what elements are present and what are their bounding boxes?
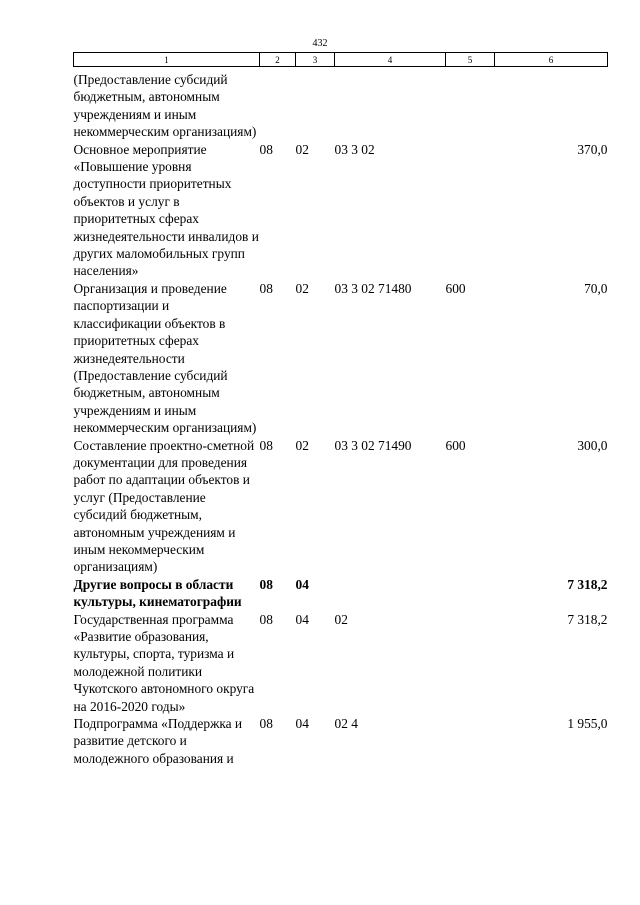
row-name: Другие вопросы в области культуры, кинематографии [73,576,242,610]
row-expense-type [446,715,495,767]
row-section [260,67,296,141]
budget-table [73,52,608,767]
row-amount: 7 318,2 [567,611,608,627]
row-expense-type: 600 [445,437,466,453]
page-number: 432 [312,38,328,49]
row-target-code [335,576,446,611]
table-row [74,67,608,141]
row-expense-type [446,67,495,141]
table-row [74,141,608,280]
row-name: Организация и проведение паспортизации и классификации объектов в приоритетных сферах жизнедеятельности (Предоставление субсидий бюджетным, автономным учреждениям и иным некоммерческим организациям) [73,280,257,436]
column-header-6: 6 [495,53,608,67]
row-expense-type [446,141,495,280]
row-amount: 370,0 [577,141,608,157]
row-subsection: 04 [295,576,309,592]
row-expense-type: 600 [445,280,466,296]
table-row [74,715,608,767]
row-name: Составление проектно-сметной документации для проведения работ по адаптации объектов и услуг (Предоставление субсидий бюджетным, автономным учреждениям и иным некоммерческим организациям) [73,437,255,575]
row-section: 08 [259,141,273,157]
row-target-code: 03 3 02 71490 [334,437,412,453]
row-amount: 70,0 [584,280,608,296]
row-amount: 300,0 [577,437,608,453]
column-header-3: 3 [296,53,335,67]
row-section: 08 [259,280,273,296]
row-name: Основное мероприятие «Повышение уровня доступности приоритетных объектов и услуг в приоритетных сферах жизнедеятельности инвалидов и других маломобильных групп населения» [73,141,259,279]
row-section: 08 [259,576,273,592]
column-header-2: 2 [260,53,296,67]
row-target-code [335,67,446,141]
row-amount [495,67,608,141]
row-subsection: 02 [295,437,309,453]
table-row [74,611,608,715]
row-subsection: 04 [295,716,309,732]
row-subsection [296,67,335,141]
row-section: 08 [259,611,273,627]
row-target-code: 02 [334,611,348,627]
column-header-4: 4 [335,53,446,67]
table-row-bold [74,576,608,611]
row-subsection: 04 [295,611,309,627]
row-target-code: 03 3 02 71480 [334,280,412,296]
row-expense-type [446,611,495,715]
row-subsection: 02 [295,280,309,296]
row-target-code: 02 4 [334,716,358,732]
column-header-5: 5 [446,53,495,67]
row-name: Государственная программа «Развитие образования, культуры, спорта, туризма и молодежной политики Чукотского автономного округа на 2016-2020 годы» [73,611,255,714]
row-section: 08 [259,437,273,453]
row-section: 08 [259,716,273,732]
row-expense-type [446,576,495,611]
row-name: Подпрограмма «Поддержка и развитие детского и молодежного образования и [73,716,243,766]
table-row [74,280,608,437]
table-row [74,437,608,576]
column-number-row [74,53,608,67]
column-header-1: 1 [74,53,260,67]
row-amount: 7 318,2 [567,576,608,592]
row-target-code: 03 3 02 [334,141,375,157]
row-amount: 1 955,0 [567,716,608,732]
row-subsection: 02 [295,141,309,157]
row-name: (Предоставление субсидий бюджетным, автономным учреждениям и иным некоммерческим организациям) [73,72,257,140]
